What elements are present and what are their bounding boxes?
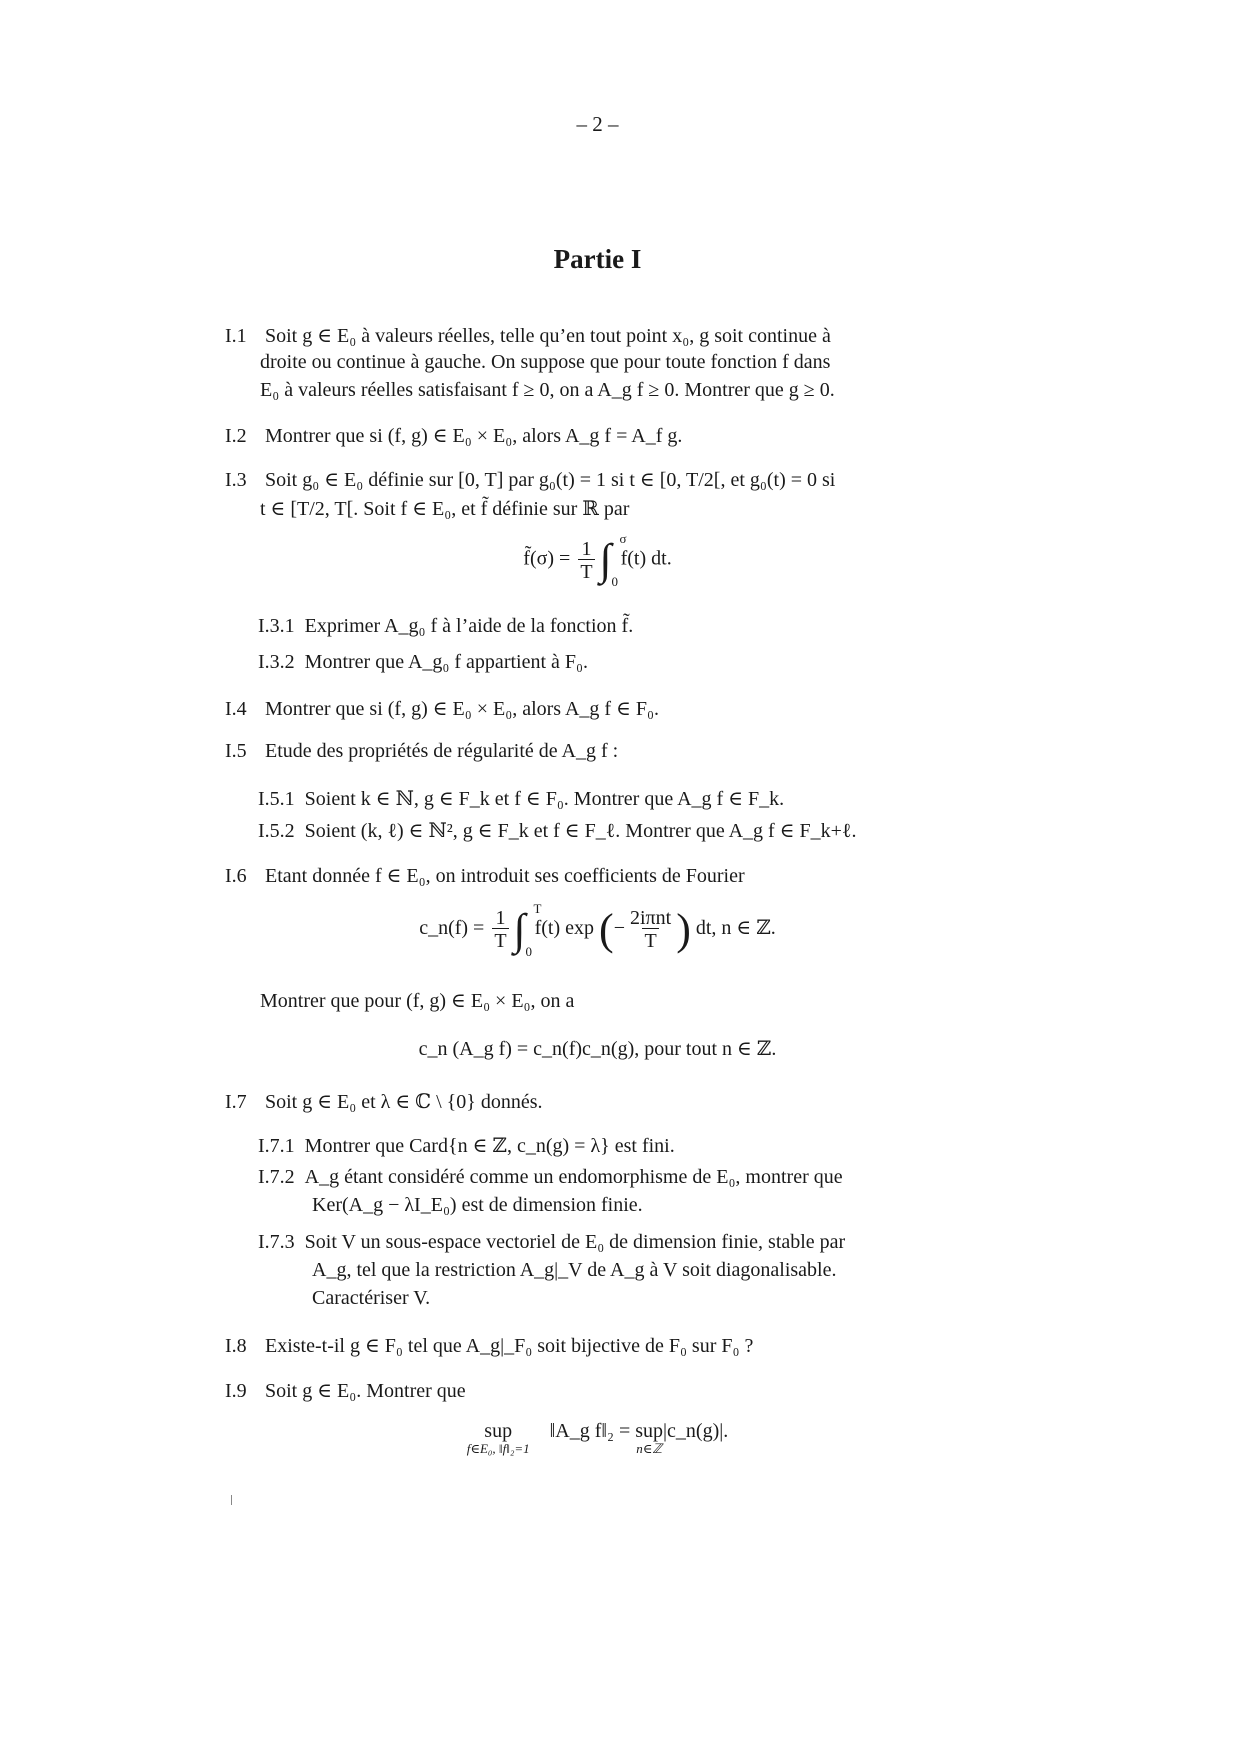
fraction-denominator: T: [644, 930, 657, 952]
fraction-denominator: T: [494, 930, 507, 952]
equation-fourier: [0, 900, 1195, 959]
fraction-denominator: T: [580, 560, 593, 583]
subquestion-text: Exprimer A_g₀ f à l’aide de la fonction f̃.: [304, 615, 634, 637]
subquestion-text: Soit V un sous-espace vectoriel de E₀ de dimension finie, stable par: [304, 1231, 846, 1253]
sup-subscript: n∈ℤ: [636, 1441, 663, 1456]
question-i7-3-line3: Caractériser V.: [312, 1287, 431, 1309]
margin-mark: [231, 1495, 232, 1505]
subquestion-text: Montrer que A_g₀ f appartient à F₀.: [304, 651, 588, 673]
question-number: I.1: [225, 325, 247, 347]
right-paren: ): [676, 905, 691, 954]
subquestion-number: I.7.2: [258, 1166, 295, 1188]
question-text: Montrer que si (f, g) ∈ E₀ × E₀, alors A_g f = A_f g.: [265, 425, 683, 447]
subquestion-number: I.3.2: [258, 651, 295, 673]
question-text: Soit g ∈ E₀. Montrer que: [265, 1380, 466, 1402]
question-i7-2-line2: Ker(A_g − λI_E₀) est de dimension finie.: [312, 1194, 643, 1216]
question-text: Etant donnée f ∈ E₀, on introduit ses coefficients de Fourier: [265, 865, 745, 887]
question-i5-2: [258, 818, 857, 843]
fraction-numerator: 2iπnt: [629, 907, 672, 929]
question-number: I.8: [225, 1335, 247, 1357]
question-i7: [225, 1089, 543, 1114]
subquestion-text: Soient k ∈ ℕ, g ∈ F_k et f ∈ F₀. Montrer que A_g f ∈ F_k.: [304, 788, 785, 810]
question-i2: [225, 423, 682, 448]
subquestion-number: I.5.1: [258, 788, 295, 810]
fraction: [492, 908, 508, 951]
fraction-numerator: 1: [581, 537, 592, 560]
sup-label: sup: [484, 1420, 513, 1442]
sup-operator: [467, 1420, 530, 1457]
question-text: Soit g₀ ∈ E₀ définie sur [0, T] par g₀(t) = 1 si t ∈ [0, T/2[, et g₀(t) = 0 si: [265, 469, 836, 491]
question-number: I.2: [225, 425, 247, 447]
question-i7-3-line2: A_g, tel que la restriction A_g|_V de A_g à V soit diagonalisable.: [312, 1259, 837, 1281]
sup-subscript: f∈E₀, ‖f‖₂=1: [466, 1441, 530, 1456]
integral-upper: T: [533, 900, 542, 916]
question-i1-line1: [225, 323, 831, 348]
eq-mid: ‖A_g f‖₂ =: [549, 1420, 631, 1442]
integral-upper: σ: [619, 531, 627, 546]
question-number: I.5: [225, 740, 247, 762]
subquestion-text: A_g étant considéré comme un endomorphisme de E₀, montrer que: [304, 1166, 843, 1188]
eq-inner-sign: −: [613, 917, 625, 940]
equation-convolution: c_n (A_g f) = c_n(f)c_n(g), pour tout n ∈ ℤ.: [418, 1038, 777, 1060]
question-text: Soit g ∈ E₀ à valeurs réelles, telle qu’en tout point x₀, g soit continue à: [265, 325, 831, 347]
question-number: I.6: [225, 865, 247, 887]
integral-lower: 0: [611, 574, 619, 589]
subquestion-number: I.7.1: [258, 1135, 295, 1157]
question-text: Etude des propriétés de régularité de A_g f :: [265, 740, 619, 762]
subquestion-text: Montrer que Card{n ∈ ℤ, c_n(g) = λ} est fini.: [304, 1135, 675, 1157]
question-i4: [225, 696, 659, 721]
equation-f-tilde: [0, 531, 1195, 589]
question-i6-line2: Montrer que pour (f, g) ∈ E₀ × E₀, on a: [260, 990, 575, 1012]
subquestion-number: I.7.3: [258, 1231, 295, 1253]
question-number: I.7: [225, 1091, 247, 1113]
question-i5: [225, 740, 618, 763]
question-i9: [225, 1378, 466, 1403]
integral-sign: ∫ T 0: [513, 900, 542, 959]
question-i3-2: [258, 651, 588, 674]
sup-operator: [635, 1420, 663, 1457]
subquestion-number: I.5.2: [258, 820, 295, 842]
sup-label: sup: [635, 1420, 664, 1442]
question-i1-line2: droite ou continue à gauche. On suppose que pour toute fonction f dans: [260, 351, 831, 373]
question-i6: [225, 863, 745, 888]
eq-lhs: f̃(σ) =: [523, 547, 571, 570]
question-text: Soit g ∈ E₀ et λ ∈ ℂ \ {0} donnés.: [265, 1091, 543, 1113]
integral-sign: ∫ σ 0: [599, 531, 627, 589]
question-i3-line2: t ∈ [T/2, T[. Soit f ∈ E₀, et f̃ définie sur ℝ par: [260, 498, 630, 520]
left-paren: (: [599, 905, 614, 954]
question-i7-3-line1: [258, 1231, 845, 1254]
eq-lhs: c_n(f) =: [419, 917, 485, 940]
question-text: Existe-t-il g ∈ F₀ tel que A_g|_F₀ soit bijective de F₀ sur F₀ ?: [265, 1335, 754, 1357]
question-number: I.4: [225, 698, 247, 720]
equation-sup-norm: [0, 1420, 1195, 1457]
inner-fraction: [628, 908, 673, 951]
subquestion-number: I.3.1: [258, 615, 295, 637]
fraction: [578, 539, 594, 582]
eq-rhs: f(t) dt.: [620, 547, 672, 570]
question-text: Montrer que si (f, g) ∈ E₀ × E₀, alors A_g f ∈ F₀.: [265, 698, 659, 720]
question-number: I.3: [225, 469, 247, 491]
question-i7-2-line1: [258, 1166, 843, 1189]
eq-mid: f(t) exp: [534, 917, 595, 940]
question-i5-1: [258, 786, 784, 811]
eq-rhs: |c_n(g)|.: [663, 1420, 729, 1442]
question-i1-line3: E₀ à valeurs réelles satisfaisant f ≥ 0, on a A_g f ≥ 0. Montrer que g ≥ 0.: [260, 379, 835, 401]
eq-rhs: dt, n ∈ ℤ.: [695, 917, 776, 940]
fraction-numerator: 1: [495, 907, 506, 929]
question-i3-1: [258, 615, 633, 638]
integral-lower: 0: [525, 943, 533, 959]
page-number: – 2 –: [576, 112, 619, 136]
section-title: Partie I: [553, 244, 642, 274]
question-i3-line1: [225, 467, 835, 492]
question-i8: [225, 1333, 753, 1358]
question-number: I.9: [225, 1380, 247, 1402]
subquestion-text: Soient (k, ℓ) ∈ ℕ², g ∈ F_k et f ∈ F_ℓ. Montrer que A_g f ∈ F_k+ℓ.: [304, 820, 857, 842]
question-i7-1: [258, 1133, 675, 1158]
